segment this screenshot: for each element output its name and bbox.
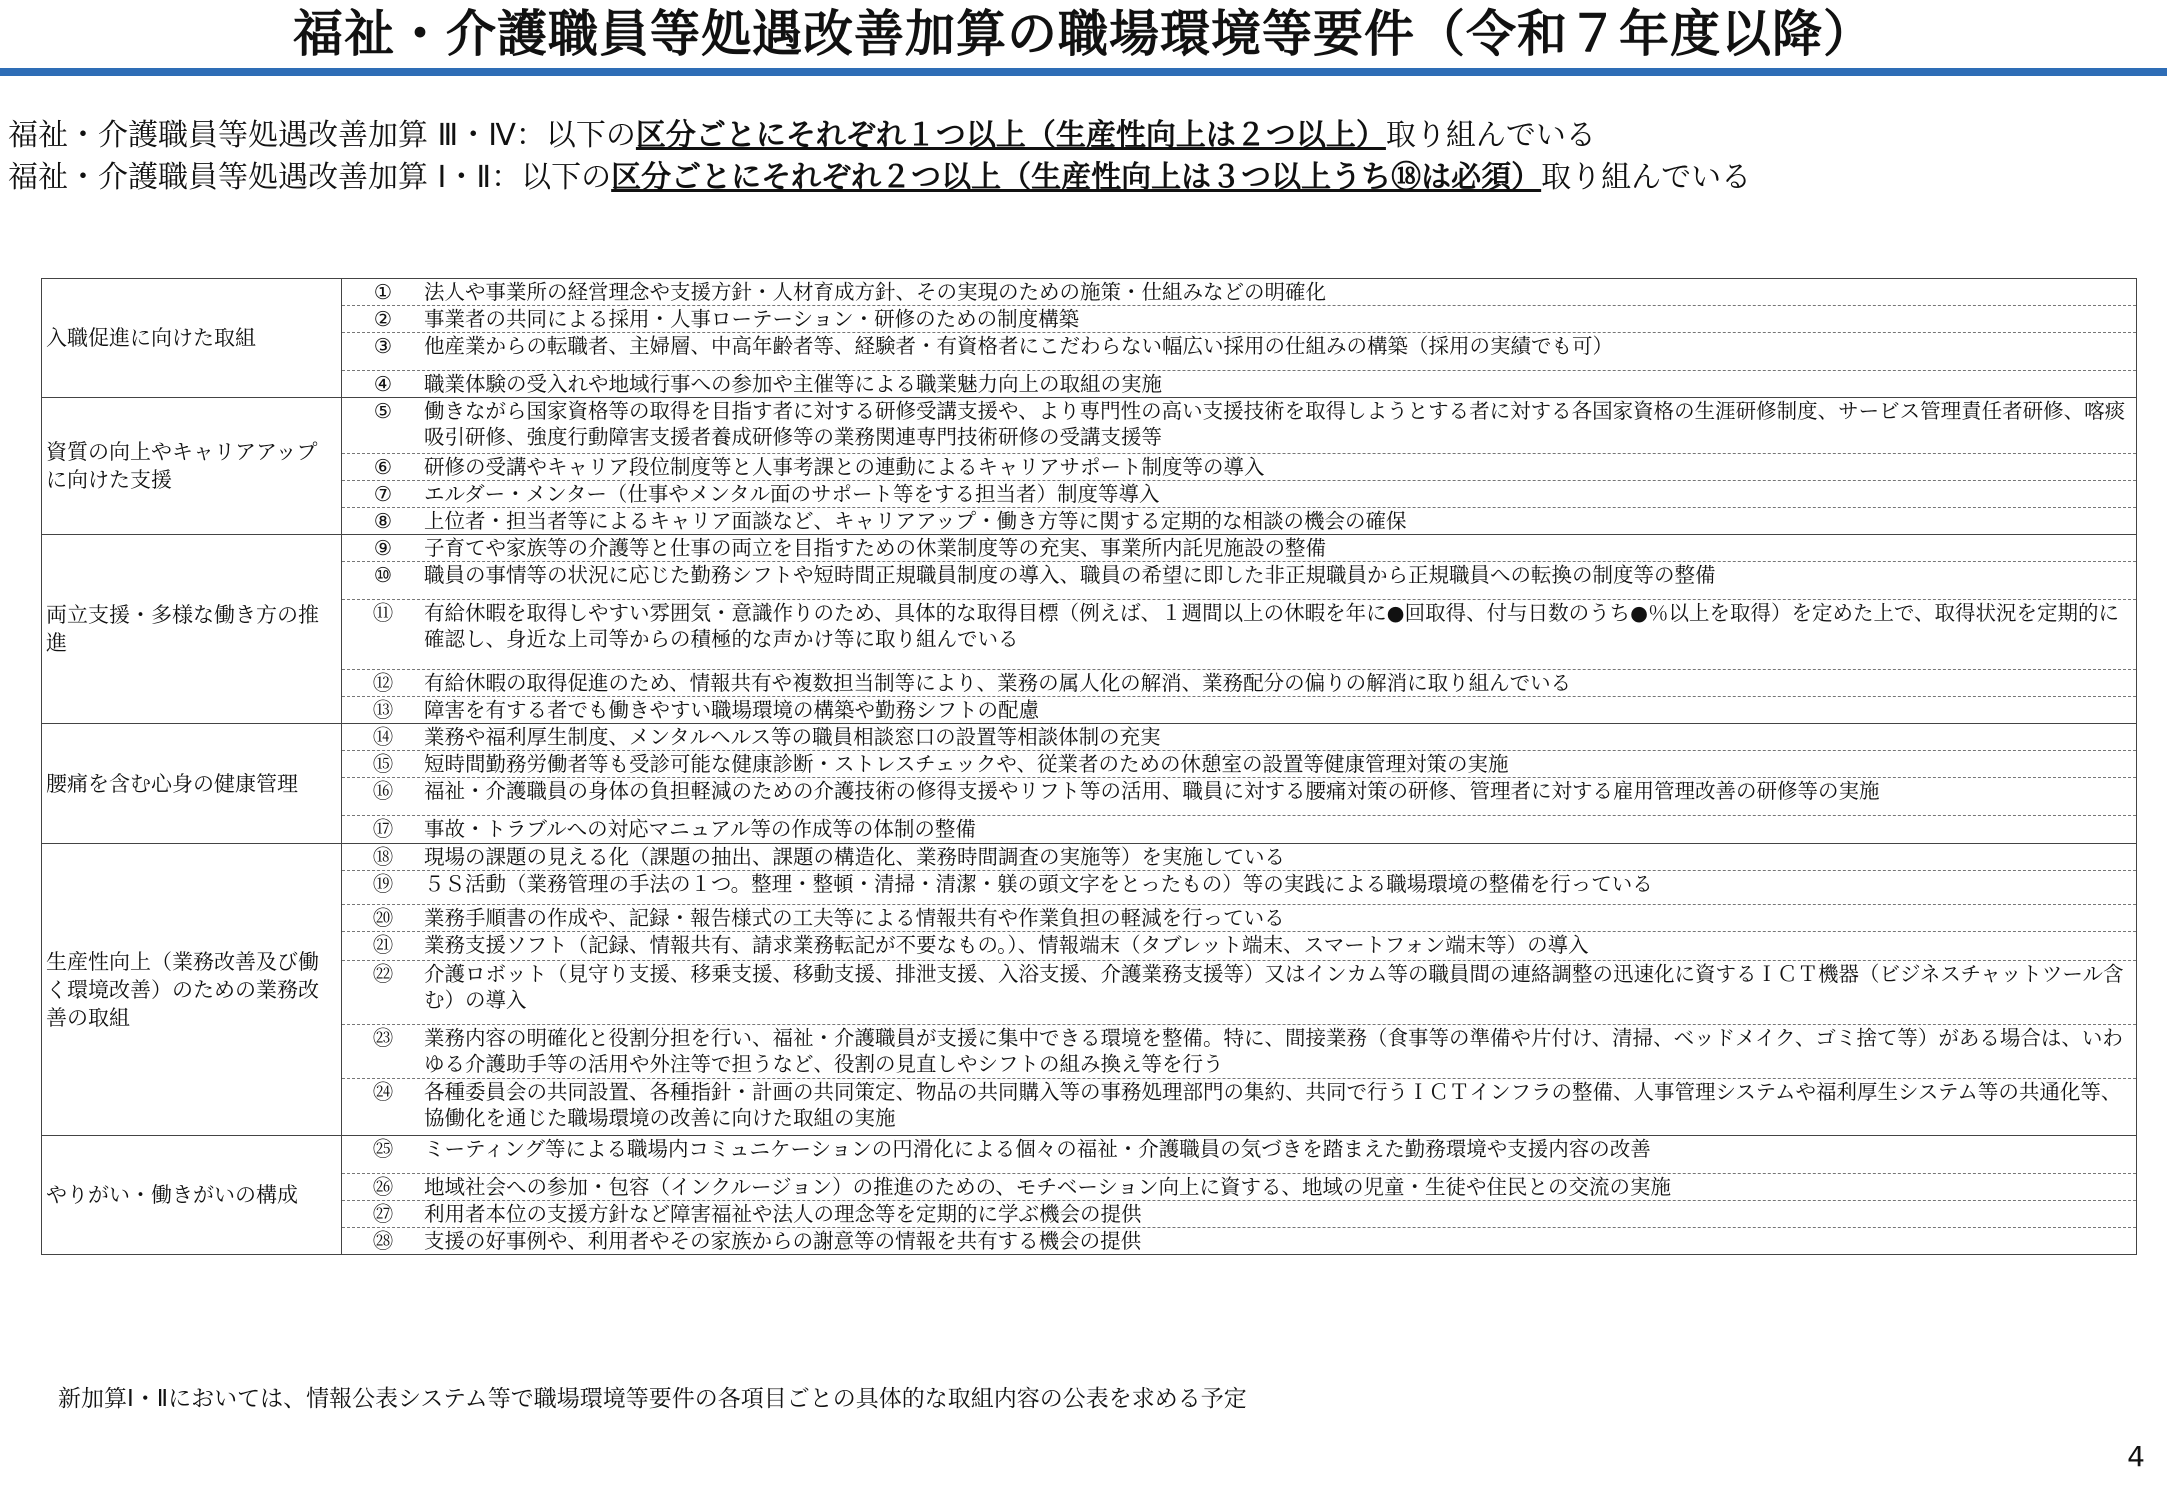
requirement-item: [342, 333, 2136, 371]
item-number: ⑱: [372, 845, 394, 869]
requirement-item: [342, 905, 2136, 932]
category-row: [42, 1136, 2137, 1255]
item-number: ㉖: [372, 1175, 394, 1199]
item-number: ⑲: [372, 872, 394, 896]
item-number: ⑦: [373, 482, 393, 506]
requirement-item: [342, 1136, 2136, 1174]
requirement-item: [342, 454, 2136, 481]
item-text: 業務や福利厚生制度、メンタルヘルス等の職員相談窓口の設置等相談体制の充実: [424, 725, 1161, 749]
requirement-item: [342, 1174, 2136, 1201]
item-number: ⑭: [372, 725, 394, 749]
category-row: [42, 398, 2137, 535]
item-number: ⑩: [373, 563, 393, 587]
requirement-item: [342, 871, 2136, 905]
requirement-item: [342, 398, 2136, 454]
item-text: 業務支援ソフト（記録、情報共有、請求業務転記が不要なもの。）、情報端末（タブレット端末、スマートフォン端末等）の導入: [424, 933, 1589, 957]
item-number: ㉗: [372, 1202, 394, 1226]
intro-suffix: 取り組んでいる: [1385, 118, 1596, 153]
item-text: 各種委員会の共同設置、各種指針・計画の共同策定、物品の共同購入等の事務処理部門の集約、共同で行うＩＣＴインフラの整備、人事管理システムや福利厚生システム等の共通化等、協働化を通じた職場環境の改善に向けた取組の実施: [424, 1080, 2122, 1130]
category-label: 両立支援・多様な働き方の推進: [42, 535, 342, 724]
item-number: ㉓: [372, 1026, 394, 1050]
item-text: 現場の課題の見える化（課題の抽出、課題の構造化、業務時間調査の実施等）を実施している: [424, 845, 1285, 869]
item-number: ⑨: [373, 536, 393, 560]
intro-emphasis: 区分ごとにそれぞれ１つ以上（生産性向上は２つ以上）: [635, 118, 1386, 153]
intro-emphasis: 区分ごとにそれぞれ２つ以上（生産性向上は３つ以上うち⑱は必須）: [611, 160, 1542, 195]
item-text: ミーティング等による職場内コミュニケーションの円滑化による個々の福祉・介護職員の気づきを踏まえた勤務環境や支援内容の改善: [424, 1137, 1651, 1161]
requirement-item: [342, 600, 2136, 670]
intro-suffix: 取り組んでいる: [1541, 160, 1752, 195]
category-items: [342, 1136, 2137, 1255]
item-number: ㉑: [372, 933, 394, 957]
item-text: 利用者本位の支援方針など障害福祉や法人の理念等を定期的に学ぶ機会の提供: [424, 1202, 1142, 1226]
requirement-item: [342, 670, 2136, 697]
category-items: [342, 279, 2137, 398]
item-text: ５Ｓ活動（業務管理の手法の１つ。整理・整頓・清掃・清潔・躾の頭文字をとったもの）等の実践による職場環境の整備を行っている: [424, 872, 1653, 896]
item-number: ㉔: [372, 1080, 394, 1104]
category-items: [342, 535, 2137, 724]
page-title: 福祉・介護職員等処遇改善加算の職場環境等要件（令和７年度以降）: [293, 5, 1874, 63]
requirement-item: [342, 724, 2136, 751]
requirement-item: [342, 1025, 2136, 1079]
category-label: 資質の向上やキャリアアップに向けた支援: [42, 398, 342, 535]
requirements-table: [41, 278, 2137, 1255]
page-number: 4: [2127, 1440, 2145, 1473]
requirement-item: [342, 932, 2136, 961]
item-text: 職業体験の受入れや地域行事への参加や主催等による職業魅力向上の取組の実施: [424, 372, 1162, 396]
item-text: 有給休暇の取得促進のため、情報共有や複数担当制等により、業務の属人化の解消、業務配分の偏りの解消に取り組んでいる: [424, 671, 1572, 695]
item-text: 支援の好事例や、利用者やその家族からの謝意等の情報を共有する機会の提供: [424, 1229, 1142, 1253]
item-number: ⑳: [372, 906, 394, 930]
item-text: 地域社会への参加・包容（インクルージョン）の推進のための、モチベーション向上に資する、地域の児童・生徒や住民との交流の実施: [424, 1175, 1672, 1199]
intro-line-2: [8, 158, 1751, 198]
category-items: [342, 724, 2137, 844]
category-row: [42, 844, 2137, 1136]
item-number: ⑰: [372, 817, 394, 841]
item-number: ㉕: [372, 1137, 394, 1161]
requirement-item: [342, 1228, 2136, 1254]
category-label: 腰痛を含む心身の健康管理: [42, 724, 342, 844]
item-text: エルダー・メンター（仕事やメンタル面のサポート等をする担当者）制度等導入: [424, 482, 1160, 506]
item-number: ⑤: [373, 399, 393, 423]
category-label: 生産性向上（業務改善及び働く環境改善）のための業務改善の取組: [42, 844, 342, 1136]
item-text: 職員の事情等の状況に応じた勤務シフトや短時間正規職員制度の導入、職員の希望に即した非正規職員から正規職員への転換の制度等の整備: [424, 563, 1716, 587]
requirement-item: [342, 1201, 2136, 1228]
item-text: 他産業からの転職者、主婦層、中高年齢者等、経験者・有資格者にこだわらない幅広い採用の仕組みの構築（採用の実績でも可）: [424, 334, 1613, 358]
requirement-item: [342, 481, 2136, 508]
item-text: 上位者・担当者等によるキャリア面談など、キャリアアップ・働き方等に関する定期的な相談の機会の確保: [424, 509, 1407, 533]
requirement-item: [342, 778, 2136, 816]
category-row: [42, 279, 2137, 398]
category-row: [42, 724, 2137, 844]
item-number: ④: [373, 372, 393, 396]
item-number: ⑮: [372, 752, 394, 776]
item-number: ㉘: [372, 1229, 394, 1253]
category-row: [42, 535, 2137, 724]
item-number: ⑬: [372, 698, 394, 722]
intro-prefix: 福祉・介護職員等処遇改善加算 Ⅲ・Ⅳ：以下の: [8, 118, 636, 153]
item-text: 業務内容の明確化と役割分担を行い、福祉・介護職員が支援に集中できる環境を整備。特に、間接業務（食事等の準備や片付け、清掃、ベッドメイク、ゴミ捨て等）がある場合は、いわゆる介護助手等の活用や外注等で担うなど、役割の見直しやシフトの組み換え等を行う: [424, 1026, 2123, 1076]
requirement-item: [342, 1079, 2136, 1135]
item-text: 子育てや家族等の介護等と仕事の両立を目指すための休業制度等の充実、事業所内託児施設の整備: [424, 536, 1326, 560]
item-number: ⑪: [372, 601, 394, 625]
item-text: 事故・トラブルへの対応マニュアル等の作成等の体制の整備: [424, 817, 976, 841]
footnote: 新加算Ⅰ・Ⅱにおいては、情報公表システム等で職場環境等要件の各項目ごとの具体的な取組内容の公表を求める予定: [58, 1386, 1247, 1412]
item-text: 法人や事業所の経営理念や支援方針・人材育成方針、その実現のための施策・仕組みなどの明確化: [424, 280, 1326, 304]
item-number: ②: [373, 307, 393, 331]
requirement-item: [342, 961, 2136, 1025]
requirement-item: [342, 751, 2136, 778]
item-number: ⑯: [372, 779, 394, 803]
item-number: ㉒: [372, 962, 394, 986]
item-text: 福祉・介護職員の身体の負担軽減のための介護技術の修得支援やリフト等の活用、職員に対する腰痛対策の研修、管理者に対する雇用管理改善の研修等の実施: [424, 779, 1880, 803]
title-underline: [0, 68, 2167, 76]
requirement-item: [342, 844, 2136, 871]
requirement-item: [342, 279, 2136, 306]
requirement-item: [342, 306, 2136, 333]
item-number: ⑫: [372, 671, 394, 695]
item-number: ⑥: [373, 455, 393, 479]
category-items: [342, 844, 2137, 1136]
category-label: やりがい・働きがいの構成: [42, 1136, 342, 1255]
requirement-item: [342, 697, 2136, 723]
category-items: [342, 398, 2137, 535]
item-text: 短時間勤務労働者等も受診可能な健康診断・ストレスチェックや、従業者のための休憩室の設置等健康管理対策の実施: [424, 752, 1509, 776]
category-label: 入職促進に向けた取組: [42, 279, 342, 398]
item-number: ③: [373, 334, 393, 358]
item-number: ⑧: [373, 509, 393, 533]
item-text: 研修の受講やキャリア段位制度等と人事考課との連動によるキャリアサポート制度等の導入: [424, 455, 1265, 479]
item-number: ①: [373, 280, 393, 304]
item-text: 業務手順書の作成や、記録・報告様式の工夫等による情報共有や作業負担の軽減を行っている: [424, 906, 1285, 930]
requirement-item: [342, 371, 2136, 397]
item-text: 介護ロボット（見守り支援、移乗支援、移動支援、排泄支援、入浴支援、介護業務支援等）又はインカム等の職員間の連絡調整の迅速化に資するＩＣＴ機器（ビジネスチャットツール含む）の導入: [424, 962, 2124, 1012]
requirement-item: [342, 562, 2136, 600]
intro-prefix: 福祉・介護職員等処遇改善加算 Ⅰ・Ⅱ：以下の: [8, 160, 612, 195]
requirement-item: [342, 508, 2136, 534]
item-text: 事業者の共同による採用・人事ローテーション・研修のための制度構築: [424, 307, 1080, 331]
item-text: 有給休暇を取得しやすい雰囲気・意識作りのため、具体的な取得目標（例えば、１週間以上の休暇を年に●回取得、付与日数のうち●％以上を取得）を定めた上で、取得状況を定期的に確認し、身近な上司等からの積極的な声かけ等に取り組んでいる: [424, 601, 2120, 651]
requirement-item: [342, 535, 2136, 562]
requirement-item: [342, 816, 2136, 843]
item-text: 障害を有する者でも働きやすい職場環境の構築や勤務シフトの配慮: [424, 698, 1039, 722]
intro-line-1: [8, 116, 1596, 156]
item-text: 働きながら国家資格等の取得を目指す者に対する研修受講支援や、より専門性の高い支援技術を取得しようとする者に対する各国家資格の生涯研修制度、サービス管理責任者研修、喀痰吸引研修、強度行動障害支援者養成研修等の業務関連専門技術研修の受講支援等: [424, 399, 2126, 449]
